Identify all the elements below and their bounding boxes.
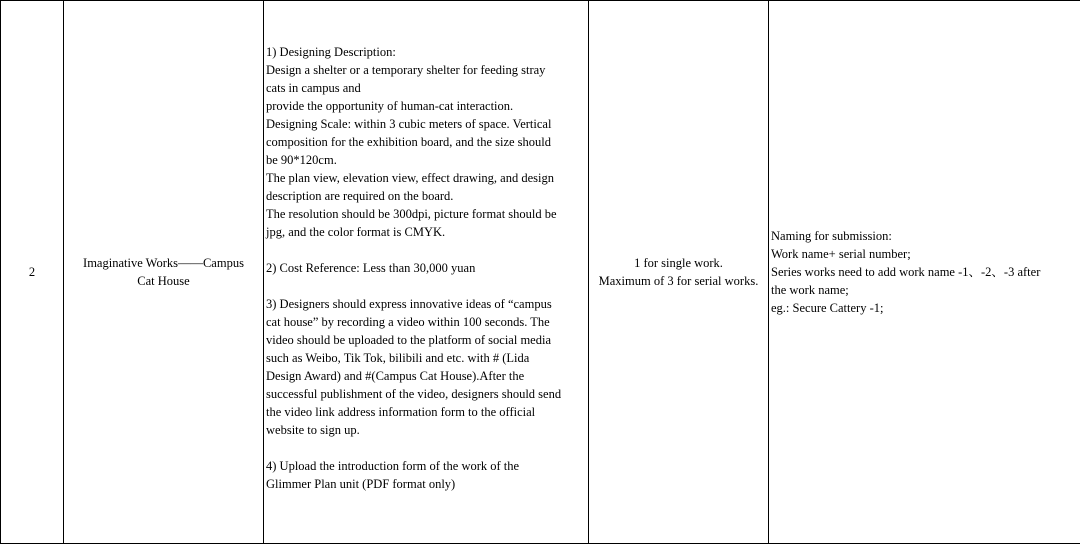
category-line: Cat House (137, 274, 190, 288)
description-line: The resolution should be 300dpi, picture format should be (266, 207, 557, 221)
description-line: cat house” by recording a video within 100 seconds. The (266, 315, 550, 329)
quantity-line: Maximum of 3 for serial works. (598, 274, 759, 288)
naming-line: Series works need to add work name -1、-2、-3 after (771, 265, 1041, 279)
naming-cell (769, 1, 1080, 544)
category-line: Imaginative Works——Campus (83, 256, 244, 270)
description-line: 4) Upload the introduction form of the work of the (266, 459, 520, 473)
paragraph-gap (266, 439, 586, 457)
description-line: description are required on the board. (266, 189, 454, 203)
description-line: website to sign up. (266, 423, 360, 437)
naming-line: the work name; (771, 283, 849, 297)
quantity-cell (589, 1, 769, 544)
row-number: 2 (28, 265, 36, 279)
table-row (1, 1, 1080, 544)
category-cell (64, 1, 264, 544)
description-line: Designing Scale: within 3 cubic meters of space. Vertical (266, 117, 552, 131)
description-line: Design a shelter or a temporary shelter for feeding stray (266, 63, 546, 77)
description-line: 2) Cost Reference: Less than 30,000 yuan (266, 261, 476, 275)
description-line: composition for the exhibition board, and the size should (266, 135, 552, 149)
naming-line: Work name+ serial number; (771, 247, 911, 261)
paragraph-gap (266, 277, 586, 295)
quantity-line: 1 for single work. (634, 256, 723, 270)
description-line: jpg, and the color format is CMYK. (266, 225, 446, 239)
description-line: Glimmer Plan unit (PDF format only) (266, 477, 456, 491)
description-line: The plan view, elevation view, effect drawing, and design (266, 171, 554, 185)
description-cell (264, 1, 589, 544)
description-line: cats in campus and (266, 81, 361, 95)
description-line: such as Weibo, Tik Tok, bilibili and etc. with # (Lida (266, 351, 530, 365)
naming-line: eg.: Secure Cattery -1; (771, 301, 884, 315)
description-line: provide the opportunity of human-cat interaction. (266, 99, 514, 113)
description-line: be 90*120cm. (266, 153, 337, 167)
description-line: the video link address information form to the official (266, 405, 536, 419)
description-line: 1) Designing Description: (266, 45, 396, 59)
description-line: 3) Designers should express innovative ideas of “campus (266, 297, 552, 311)
description-line: Design Award) and #(Campus Cat House).After the (266, 369, 525, 383)
description-block (266, 43, 586, 493)
row-number-cell (1, 1, 64, 544)
description-line: video should be uploaded to the platform of social media (266, 333, 551, 347)
naming-line: Naming for submission: (771, 229, 892, 243)
paragraph-gap (266, 241, 586, 259)
description-line: successful publishment of the video, designers should send (266, 387, 562, 401)
